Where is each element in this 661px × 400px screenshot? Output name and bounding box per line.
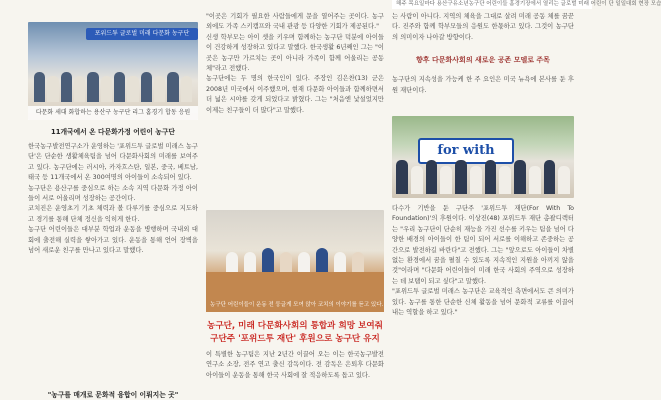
team-photo <box>28 22 198 120</box>
mid-paragraph-3: 농구단에는 두 명의 한국인이 있다. 주장인 김은찬(13) 군은 2008년 미국에서 이주했으며, 현재 다문화 아이들과 함께하면서 더 넓은 시야를 갖게 되었다고 밝혔다. 그는 "처음엔 낯설었지만 이제는 친구들이 더 많다"고 말했다. <box>206 75 384 114</box>
right-paragraph-bottom: 다수가 기반을 둔 구단주 '포위드투 재단(For With To Foundation)'의 후원이다. 이상진(48) 포위드투 재단 총괄디렉터는 "우리 농구단이 단순히 재능을 가진 선수를 키우는 팀을 넘어 다양한 배경의 아이들이 한 팀이 되어 서로를 이해하고 존중하는 공간으로 발전하길 바란다"고 전했다. 그는 "앞으로도 아이들이 차별 없는 환경에서 꿈을 펼칠 수 있도록 지속적인 지원을 아끼지 않을 것"이라며 "다문화 어린이들이 미래 한국 사회의 주역으로 성장하는 데 보탬이 되고 싶다"고 말했다. <box>392 205 574 285</box>
top-photo-caption: 해주 목요일마다 용산구유소년농구단 어린이들 홈경기장에서 열리는 글로벌 미래 어린이 단 일일대회 현장 모습 <box>392 0 592 9</box>
mid-paragraph-2: 신생 학부모는 아이 셋을 키우며 함께하는 농구단 덕분에 아이들이 건강하게 성장하고 있다고 말했다. 한국생활 6년째인 그는 "이곳은 농구만 가르치는 곳이 아니라 가족이 함께 어울리는 공동체"라고 전했다. <box>206 33 384 73</box>
gym-photo-caption: 농구단 어린이들이 운동 전 둥글게 모여 앉아 코치의 이야기를 듣고 있다. <box>210 302 384 308</box>
left-sub-title: "농구를 매개로 문화적 융합이 이뤄지는 곳" <box>47 391 179 399</box>
mid-bottom-paragraph: 이 특별한 농구팀은 지난 2년간 이끌어 오는 이는 한국농구발전연구소 소장, 전주 연고 출신 감독이다. 전 감독은 은퇴후 다문화 아이들이 운동을 통해 한국 사회에 잘 적응하도록 돕고 있다. <box>206 351 384 379</box>
left-section-title: 11개국에서 온 다문화가정 어린이 농구단 <box>51 128 175 136</box>
crowd <box>396 158 570 194</box>
team-banner: 포위드투 글로벌 미래 다문화 농구단 <box>86 28 198 40</box>
right-section-title: 향후 다문화사회의 새로운 공존 모델로 주목 <box>416 56 550 65</box>
right-paragraph-mid: 농구단의 지속성을 가능케 한 주 요인은 미국 뉴욕에 본사를 둔 후원 재단이다. <box>392 76 574 94</box>
forwith-sign: for with <box>418 138 514 164</box>
gym-photo <box>206 210 384 312</box>
left-paragraph-1: 한국농구발전연구소가 운영하는 '포위드투 글로벌 미래스 농구단'은 단순한 생활체육팀을 넘어 다문화사회의 미래를 보여주고 있다. 농구단에는 러시아, 카자흐스탄, 일본, 중국, 베트남, 태국 등 11개국에서 온 300여명의 아이들이 소속되어 있다. <box>28 143 198 182</box>
team-photo-caption: 다문화 세대 화합하는 용산구 농구단 리그 홈경기 합동 응원 <box>28 106 198 120</box>
mid-paragraph-1: "이곳은 기회가 필요한 사람들에게 문을 열어주는 곳이다. 농구 외에도 가족 스키캠프와 국내 관광 등 다양한 기회가 제공된다." <box>206 13 384 31</box>
forwith-photo <box>392 116 574 198</box>
right-paragraph-top: 는 사람이 아니다. 지역의 체육을 그대로 살려 미래 공동 체를 꿈꾼다. 진주와 함께 학부모들의 응원도 한몫하고 있다. 그것이 농구단의 의미이자 나아갈 방향이다. <box>392 13 574 41</box>
right-paragraph-tail: "포위드투 글로벌 미래스 농구단은 교육적인 측면에서도 큰 의미가 있다. 농구를 통한 단순한 신체 활동을 넘어 문화적 교류를 이끌어내는 역할을 하고 있다." <box>392 288 574 317</box>
left-paragraph-2: 농구단은 용산구를 중심으로 하는 소속 지역 다문화 가정 아이들이 서로 어울리며 성장하는 공간이다. <box>28 184 198 203</box>
team-members <box>34 68 192 102</box>
main-headline: 농구단, 미래 다문화사회의 통합과 희망 보여줘 구단주 '포위드투 재단' 후원으로 농구단 유지 <box>207 321 383 344</box>
left-paragraph-4: 농구단 어린이들은 대부분 학업과 운동을 병행하며 국내외 대회에 출전해 실력을 쌓아가고 있다. 운동을 통해 언어 장벽을 넘어 새로운 친구를 만나고 있다고 말했다. <box>28 226 198 255</box>
left-paragraph-3: 코치진은 운영초기 기초 체력과 볼 다루기를 중심으로 지도하고 경기를 통해 단체 정신을 익히게 한다. <box>28 205 198 223</box>
